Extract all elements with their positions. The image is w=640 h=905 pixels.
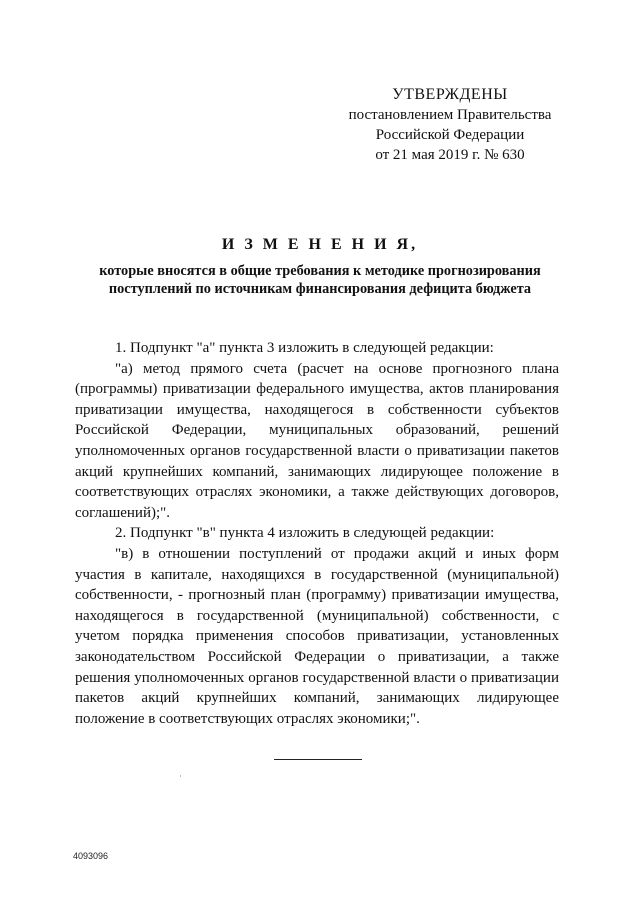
document-body [75,338,559,729]
document-code: 4093096 [73,851,109,861]
approval-block [340,85,560,165]
document-subtitle: которые вносятся в общие требования к методике прогнозирования поступлений по источникам финансирования дефицита бюджета [99,263,541,297]
approval-line-3: от 21 мая 2019 г. № 630 [375,147,525,163]
approval-heading: УТВЕРЖДЕНЫ [392,86,508,103]
paragraph-4: "в) в отношении поступлений от продажи акций и иных форм участия в капитале, находящихся в государственной (муниципальной) собственности, - прогнозный план (программу) приватизации имущества, находящегося в государственной (муниципальной) собственности, с учетом порядка применения способов приватизации, установленных законодательством Российской Федерации о приватизации, а также решения уполномоченных органов государственной власти о приватизации пакетов акций крупнейших компаний, занимающих лидирующее положение в соответствующих отраслях экономики;". [75,545,559,727]
scan-speck [180,775,181,777]
document-title: И З М Е Н Е Н И Я, [221,236,419,253]
paragraph-2: "а) метод прямого счета (расчет на основе прогнозного плана (программы) приватизации федерального имущества, актов планирования приватизации имущества, находящегося в собственности субъектов Российской Федерации, муниципальных образований, решений уполномоченных органов государственной власти о приватизации пакетов акций крупнейших компаний, занимающих лидирующее положение в соответствующих отраслях экономики, а также действующих договоров, соглашений);". [75,360,559,521]
approval-line-1: постановлением Правительства [348,107,552,123]
paragraph-3: 2. Подпункт "в" пункта 4 изложить в следующей редакции: [115,525,495,542]
approval-line-2: Российской Федерации [375,127,525,143]
closing-rule [274,759,362,760]
paragraph-1: 1. Подпункт "а" пункта 3 изложить в следующей редакции: [115,340,494,356]
